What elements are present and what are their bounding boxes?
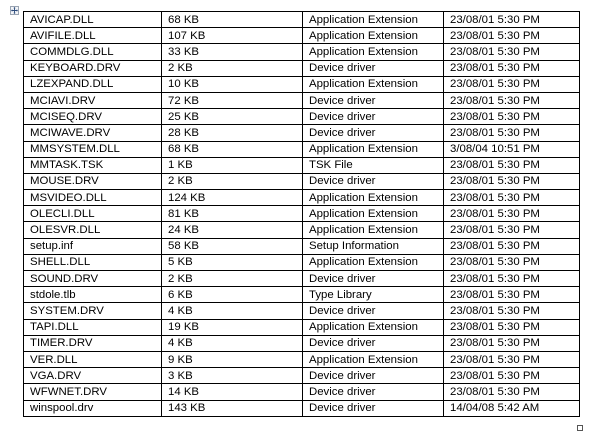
table-row [24,384,580,400]
file-size-cell[interactable]: 68 KB [162,12,303,28]
file-modified-cell[interactable]: 23/08/01 5:30 PM [444,173,580,189]
file-modified-cell[interactable]: 23/08/01 5:30 PM [444,206,580,222]
file-size-cell[interactable]: 124 KB [162,190,303,206]
file-type-cell[interactable]: Device driver [303,400,444,416]
file-modified-cell[interactable]: 3/08/04 10:51 PM [444,141,580,157]
file-modified-cell[interactable]: 14/04/08 5:42 AM [444,400,580,416]
file-size-cell[interactable]: 3 KB [162,368,303,384]
file-modified-cell[interactable]: 23/08/01 5:30 PM [444,238,580,254]
file-modified-cell[interactable]: 23/08/01 5:30 PM [444,319,580,335]
table-row [24,109,580,125]
file-name-cell[interactable]: VGA.DRV [24,368,162,384]
file-size-cell[interactable]: 28 KB [162,125,303,141]
table-row [24,12,580,28]
file-modified-cell[interactable]: 23/08/01 5:30 PM [444,254,580,270]
file-type-cell[interactable]: Type Library [303,287,444,303]
file-name-cell[interactable]: MCIWAVE.DRV [24,125,162,141]
file-modified-cell[interactable]: 23/08/01 5:30 PM [444,222,580,238]
file-modified-cell[interactable]: 23/08/01 5:30 PM [444,12,580,28]
table-row [24,222,580,238]
file-size-cell[interactable]: 33 KB [162,44,303,60]
file-size-cell[interactable]: 24 KB [162,222,303,238]
table-row [24,335,580,351]
file-size-cell[interactable]: 68 KB [162,141,303,157]
table-move-handle-icon[interactable] [10,6,19,15]
file-modified-cell[interactable]: 23/08/01 5:30 PM [444,76,580,92]
file-name-cell[interactable]: OLESVR.DLL [24,222,162,238]
file-type-cell[interactable]: Device driver [303,60,444,76]
file-type-cell[interactable]: Device driver [303,109,444,125]
table-row [24,319,580,335]
file-type-cell[interactable]: Application Extension [303,44,444,60]
file-name-cell[interactable]: winspool.drv [24,400,162,416]
file-modified-cell[interactable]: 23/08/01 5:30 PM [444,28,580,44]
file-size-cell[interactable]: 4 KB [162,303,303,319]
file-size-cell[interactable]: 107 KB [162,28,303,44]
table-row [24,28,580,44]
file-size-cell[interactable]: 10 KB [162,76,303,92]
file-name-cell[interactable]: VER.DLL [24,351,162,367]
table-row [24,400,580,416]
table-row [24,92,580,108]
file-type-cell[interactable]: Device driver [303,92,444,108]
file-name-cell[interactable]: setup.inf [24,238,162,254]
file-size-cell[interactable]: 9 KB [162,351,303,367]
file-name-cell[interactable]: MCISEQ.DRV [24,109,162,125]
file-name-cell[interactable]: WFWNET.DRV [24,384,162,400]
file-size-cell[interactable]: 25 KB [162,109,303,125]
file-modified-cell[interactable]: 23/08/01 5:30 PM [444,157,580,173]
file-modified-cell[interactable]: 23/08/01 5:30 PM [444,351,580,367]
file-size-cell[interactable]: 6 KB [162,287,303,303]
file-size-cell[interactable]: 143 KB [162,400,303,416]
file-name-cell[interactable]: MOUSE.DRV [24,173,162,189]
file-size-cell[interactable]: 2 KB [162,60,303,76]
file-type-cell[interactable]: Device driver [303,173,444,189]
file-listing-body [24,12,580,417]
file-type-cell[interactable]: Application Extension [303,222,444,238]
file-modified-cell[interactable]: 23/08/01 5:30 PM [444,109,580,125]
file-name-cell[interactable]: SYSTEM.DRV [24,303,162,319]
file-name-cell[interactable]: COMMDLG.DLL [24,44,162,60]
file-type-cell[interactable]: Application Extension [303,206,444,222]
table-row [24,44,580,60]
file-type-cell[interactable]: Application Extension [303,351,444,367]
file-modified-cell[interactable]: 23/08/01 5:30 PM [444,271,580,287]
file-modified-cell[interactable]: 23/08/01 5:30 PM [444,125,580,141]
file-listing-table [23,11,580,417]
table-row [24,287,580,303]
file-modified-cell[interactable]: 23/08/01 5:30 PM [444,92,580,108]
file-type-cell[interactable]: Application Extension [303,319,444,335]
file-name-cell[interactable]: TAPI.DLL [24,319,162,335]
table-row [24,368,580,384]
file-size-cell[interactable]: 81 KB [162,206,303,222]
file-modified-cell[interactable]: 23/08/01 5:30 PM [444,335,580,351]
file-name-cell[interactable]: OLECLI.DLL [24,206,162,222]
file-type-cell[interactable]: Application Extension [303,254,444,270]
file-name-cell[interactable]: SOUND.DRV [24,271,162,287]
table-row [24,303,580,319]
file-name-cell[interactable]: MMSYSTEM.DLL [24,141,162,157]
file-size-cell[interactable]: 2 KB [162,173,303,189]
file-size-cell[interactable]: 1 KB [162,157,303,173]
file-modified-cell[interactable]: 23/08/01 5:30 PM [444,190,580,206]
file-type-cell[interactable]: Application Extension [303,190,444,206]
table-row [24,190,580,206]
file-modified-cell[interactable]: 23/08/01 5:30 PM [444,44,580,60]
table-row [24,76,580,92]
file-size-cell[interactable]: 58 KB [162,238,303,254]
four-way-arrow-icon [11,7,18,14]
file-name-cell[interactable]: KEYBOARD.DRV [24,60,162,76]
file-name-cell[interactable]: MSVIDEO.DLL [24,190,162,206]
file-modified-cell[interactable]: 23/08/01 5:30 PM [444,303,580,319]
file-type-cell[interactable]: Device driver [303,125,444,141]
file-modified-cell[interactable]: 23/08/01 5:30 PM [444,287,580,303]
file-name-cell[interactable]: AVIFILE.DLL [24,28,162,44]
file-type-cell[interactable]: Application Extension [303,12,444,28]
file-name-cell[interactable]: MMTASK.TSK [24,157,162,173]
table-row [24,60,580,76]
file-size-cell[interactable]: 5 KB [162,254,303,270]
table-row [24,351,580,367]
file-name-cell[interactable]: AVICAP.DLL [24,12,162,28]
table-resize-handle[interactable] [577,425,583,431]
file-type-cell[interactable]: TSK File [303,157,444,173]
file-name-cell[interactable]: LZEXPAND.DLL [24,76,162,92]
table-row [24,254,580,270]
table-row [24,173,580,189]
file-name-cell[interactable]: stdole.tlb [24,287,162,303]
file-type-cell[interactable]: Setup Information [303,238,444,254]
file-size-cell[interactable]: 14 KB [162,384,303,400]
file-type-cell[interactable]: Application Extension [303,28,444,44]
file-type-cell[interactable]: Device driver [303,303,444,319]
table-row [24,141,580,157]
table-row [24,125,580,141]
file-name-cell[interactable]: TIMER.DRV [24,335,162,351]
file-size-cell[interactable]: 72 KB [162,92,303,108]
file-size-cell[interactable]: 2 KB [162,271,303,287]
file-type-cell[interactable]: Device driver [303,368,444,384]
file-type-cell[interactable]: Device driver [303,335,444,351]
file-modified-cell[interactable]: 23/08/01 5:30 PM [444,60,580,76]
file-type-cell[interactable]: Device driver [303,271,444,287]
file-size-cell[interactable]: 19 KB [162,319,303,335]
file-name-cell[interactable]: SHELL.DLL [24,254,162,270]
file-size-cell[interactable]: 4 KB [162,335,303,351]
file-type-cell[interactable]: Application Extension [303,141,444,157]
table-row [24,206,580,222]
table-row [24,157,580,173]
file-name-cell[interactable]: MCIAVI.DRV [24,92,162,108]
file-modified-cell[interactable]: 23/08/01 5:30 PM [444,368,580,384]
file-type-cell[interactable]: Device driver [303,384,444,400]
file-type-cell[interactable]: Application Extension [303,76,444,92]
table-row [24,271,580,287]
table-row [24,238,580,254]
file-modified-cell[interactable]: 23/08/01 5:30 PM [444,384,580,400]
